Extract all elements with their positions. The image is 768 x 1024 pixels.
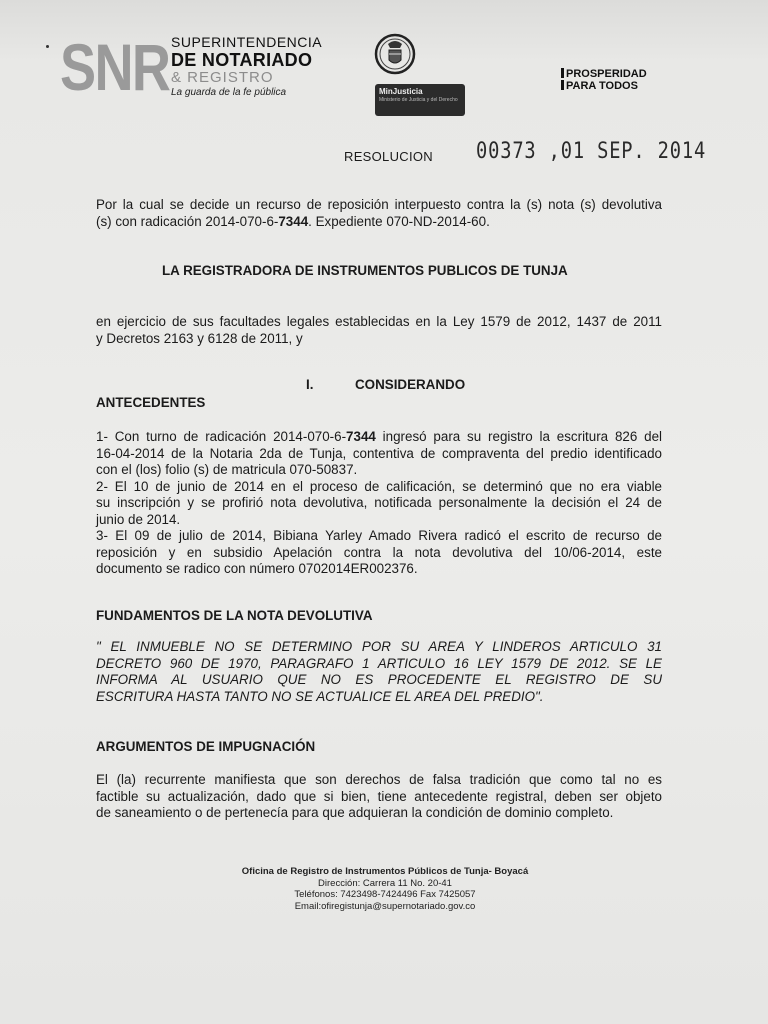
antecedentes-heading: ANTECEDENTES <box>96 395 206 410</box>
prosperidad-logo <box>561 68 647 92</box>
snr-line2: DE NOTARIADO <box>171 50 313 70</box>
fundamentos-line: " EL INMUEBLE NO SE DETERMINO POR SU AREA Y LINDEROS ARTICULO 31 <box>96 639 662 654</box>
intro-paragraph <box>96 197 662 230</box>
minjusticia-subtitle: Ministerio de Justicia y del Derecho <box>379 97 458 103</box>
intro-text: . Expediente 070-ND-2014-60. <box>308 213 490 229</box>
prosperidad-line1: PROSPERIDAD <box>566 68 647 80</box>
antecedentes-line: 3- El 09 de julio de 2014, Bibiana Yarley Amado Rivera radicó el escrito de recurso de <box>96 528 662 543</box>
argumentos-heading: ARGUMENTOS DE IMPUGNACIÓN <box>96 739 316 754</box>
radicacion-bold: 7344 <box>346 429 376 444</box>
registrar-title: LA REGISTRADORA DE INSTRUMENTOS PUBLICOS DE TUNJA <box>162 263 568 278</box>
snr-logo-text <box>171 34 322 99</box>
prosperidad-bar-icon <box>561 80 564 90</box>
faculties-paragraph <box>96 314 662 347</box>
intro-text: (s) con radicación 2014-070-6- <box>96 213 279 229</box>
minjusticia-title: MinJusticia <box>379 87 423 96</box>
argumentos-line: de saneamiento o de pertenecía para que adquieran la condición de dominio completo. <box>96 805 614 820</box>
snr-line3: & REGISTRO <box>171 69 274 86</box>
resolucion-number-stamp: 00373 ,01 SEP. 2014 <box>476 139 707 164</box>
fundamentos-heading: FUNDAMENTOS DE LA NOTA DEVOLUTIVA <box>96 608 373 623</box>
antecedentes-line: con el (los) folio (s) de matricula 070-50837. <box>96 462 358 477</box>
antecedentes-line: reposición y en subsidio Apelación contra la nota devolutiva del 10/06-2014, este <box>96 544 662 560</box>
intro-line: Por la cual se decide un recurso de reposición interpuesto contra la (s) nota (s) devolutiva <box>96 197 662 212</box>
minjusticia-badge <box>375 84 465 116</box>
antecedentes-text: 1- Con turno de radicación 2014-070-6- <box>96 429 347 444</box>
fundamentos-quote <box>96 639 662 705</box>
antecedentes-line: documento se radico con número 0702014ER002376. <box>96 561 418 576</box>
snr-line1: SUPERINTENDENCIA <box>171 34 323 50</box>
prosperidad-bar-icon <box>561 68 564 78</box>
considerando-heading: CONSIDERANDO <box>355 377 466 392</box>
argumentos-paragraph <box>96 772 662 822</box>
antecedentes-line: su inscripción y se profirió nota devolutiva, notificada personalmente la decisión el 24 de <box>96 495 662 510</box>
fundamentos-line: INFORMA AL USUARIO QUE NO ES PROCEDENTE EL REGISTRO DE SU <box>96 672 662 687</box>
scan-speck <box>46 45 49 48</box>
radicacion-bold: 7344 <box>278 213 309 229</box>
antecedentes-line: junio de 2014. <box>96 511 181 527</box>
snr-tagline: La guarda de la fe pública <box>171 87 287 98</box>
intro-line <box>96 214 662 231</box>
prosperidad-line2: PARA TODOS <box>566 80 638 92</box>
antecedentes-line: 2- El 10 de junio de 2014 en el proceso de calificación, se determinó que no era viable <box>96 478 662 494</box>
antecedentes-paragraph <box>96 429 662 578</box>
fundamentos-line: DECRETO 960 DE 1970, PARAGRAFO 1 ARTICULO 16 LEY 1579 DE 2012. SE LE <box>96 655 662 671</box>
fundamentos-line: ESCRITURA HASTA TANTO NO SE ACTUALICE EL AREA DEL PREDIO". <box>96 688 544 704</box>
antecedentes-text: ingresó para su registro la escritura 826 del <box>375 429 662 444</box>
faculties-line: en ejercicio de sus facultades legales establecidas en la Ley 1579 de 2012, 1437 de 2011 <box>96 314 662 329</box>
footer-office: Oficina de Registro de Instrumentos Públicos de Tunja- Boyacá <box>241 866 529 877</box>
footer-email: Email:ofiregistunja@supernotariado.gov.co <box>294 900 476 912</box>
footer-address: Dirección: Carrera 11 No. 20-41 <box>318 877 452 889</box>
antecedentes-line <box>96 429 662 446</box>
antecedentes-line: 16-04-2014 de la Notaria 2da de Tunja, contentiva de compraventa del predio identificado <box>96 445 662 461</box>
colombia-crest-icon <box>374 30 416 78</box>
considerando-number: I. <box>306 377 314 392</box>
resolucion-label: RESOLUCION <box>344 149 433 164</box>
argumentos-line: El (la) recurrente manifiesta que son derechos de falsa tradición que como tal no es <box>96 772 662 787</box>
faculties-line: y Decretos 2163 y 6128 de 2011, y <box>96 330 303 346</box>
footer-phones: Teléfonos: 7423498-7424496 Fax 7425057 <box>294 889 476 900</box>
office-footer <box>200 866 570 912</box>
snr-logo-letters: SNR <box>60 30 170 104</box>
argumentos-line: factible su actualización, dado que si bien, tiene antecedente registral, deben ser objeto <box>96 788 662 804</box>
